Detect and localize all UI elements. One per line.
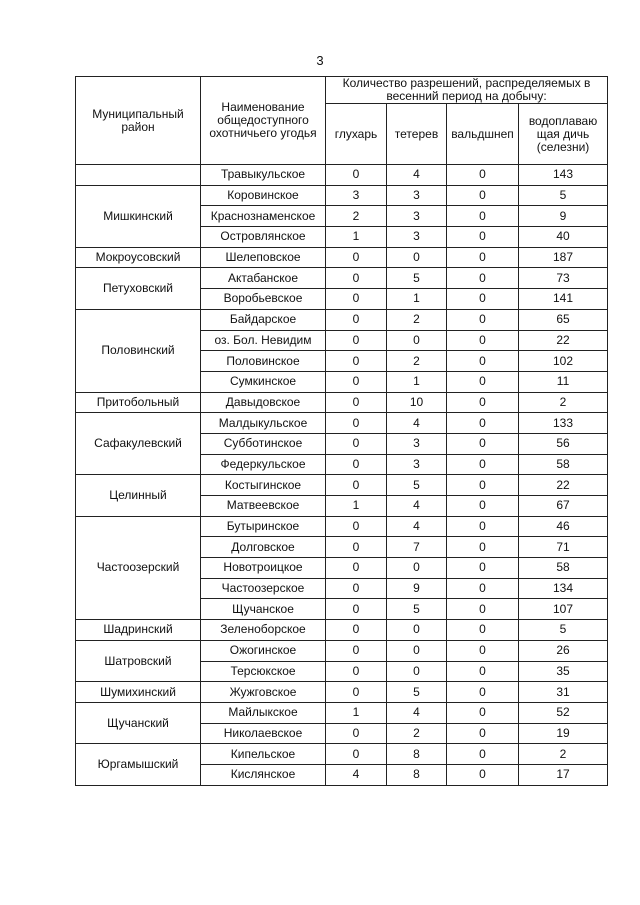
area-cell: Зеленоборское: [201, 620, 326, 641]
waterfowl-cell: 5: [519, 185, 608, 206]
black-grouse-cell: 4: [387, 496, 447, 517]
woodcock-cell: 0: [447, 558, 519, 579]
capercaillie-cell: 2: [326, 206, 387, 227]
capercaillie-cell: 0: [326, 475, 387, 496]
capercaillie-cell: 0: [326, 620, 387, 641]
district-cell: Петуховский: [76, 268, 201, 309]
table-row: [76, 620, 608, 641]
waterfowl-cell: 71: [519, 537, 608, 558]
capercaillie-cell: 0: [326, 640, 387, 661]
woodcock-cell: 0: [447, 309, 519, 330]
area-cell: Николаевское: [201, 723, 326, 744]
header-woodcock: вальдшнеп: [447, 104, 519, 165]
capercaillie-cell: 0: [326, 413, 387, 434]
header-capercaillie: глухарь: [326, 104, 387, 165]
black-grouse-cell: 1: [387, 289, 447, 310]
woodcock-cell: 0: [447, 351, 519, 372]
district-cell: Мишкинский: [76, 185, 201, 247]
area-cell: Малдыкульское: [201, 413, 326, 434]
capercaillie-cell: 0: [326, 392, 387, 413]
waterfowl-cell: 52: [519, 702, 608, 723]
district-cell: Юргамышский: [76, 744, 201, 785]
area-cell: оз. Бол. Невидим: [201, 330, 326, 351]
area-cell: Кипельское: [201, 744, 326, 765]
waterfowl-cell: 11: [519, 371, 608, 392]
waterfowl-cell: 2: [519, 744, 608, 765]
capercaillie-cell: 0: [326, 247, 387, 268]
waterfowl-cell: 40: [519, 227, 608, 248]
woodcock-cell: 0: [447, 185, 519, 206]
woodcock-cell: 0: [447, 475, 519, 496]
capercaillie-cell: 4: [326, 764, 387, 785]
area-cell: Долговское: [201, 537, 326, 558]
waterfowl-cell: 9: [519, 206, 608, 227]
district-cell: Частоозерский: [76, 516, 201, 619]
woodcock-cell: 0: [447, 764, 519, 785]
waterfowl-cell: 65: [519, 309, 608, 330]
capercaillie-cell: 0: [326, 371, 387, 392]
waterfowl-cell: 102: [519, 351, 608, 372]
woodcock-cell: 0: [447, 247, 519, 268]
area-cell: Терсюкское: [201, 661, 326, 682]
black-grouse-cell: 0: [387, 640, 447, 661]
woodcock-cell: 0: [447, 165, 519, 186]
district-cell: Мокроусовский: [76, 247, 201, 268]
header-district: Муниципальный район: [76, 77, 201, 165]
waterfowl-cell: 19: [519, 723, 608, 744]
area-cell: Матвеевское: [201, 496, 326, 517]
capercaillie-cell: 0: [326, 330, 387, 351]
table-row: [76, 640, 608, 661]
woodcock-cell: 0: [447, 496, 519, 517]
waterfowl-cell: 17: [519, 764, 608, 785]
waterfowl-cell: 187: [519, 247, 608, 268]
area-cell: Давыдовское: [201, 392, 326, 413]
black-grouse-cell: 8: [387, 744, 447, 765]
black-grouse-cell: 5: [387, 475, 447, 496]
woodcock-cell: 0: [447, 454, 519, 475]
woodcock-cell: 0: [447, 433, 519, 454]
woodcock-cell: 0: [447, 578, 519, 599]
waterfowl-cell: 67: [519, 496, 608, 517]
black-grouse-cell: 5: [387, 268, 447, 289]
area-cell: Майлыкское: [201, 702, 326, 723]
black-grouse-cell: 5: [387, 682, 447, 703]
capercaillie-cell: 0: [326, 723, 387, 744]
area-cell: Байдарское: [201, 309, 326, 330]
black-grouse-cell: 2: [387, 309, 447, 330]
black-grouse-cell: 10: [387, 392, 447, 413]
waterfowl-cell: 5: [519, 620, 608, 641]
district-cell: [76, 165, 201, 186]
waterfowl-cell: 22: [519, 475, 608, 496]
waterfowl-cell: 2: [519, 392, 608, 413]
black-grouse-cell: 9: [387, 578, 447, 599]
waterfowl-cell: 143: [519, 165, 608, 186]
waterfowl-cell: 73: [519, 268, 608, 289]
page-number: 3: [316, 53, 324, 68]
table-row: [76, 475, 608, 496]
capercaillie-cell: 0: [326, 661, 387, 682]
area-cell: Краснознаменское: [201, 206, 326, 227]
capercaillie-cell: 0: [326, 289, 387, 310]
capercaillie-cell: 0: [326, 558, 387, 579]
table-row: [76, 268, 608, 289]
capercaillie-cell: 0: [326, 516, 387, 537]
black-grouse-cell: 3: [387, 206, 447, 227]
waterfowl-cell: 133: [519, 413, 608, 434]
area-cell: Актабанское: [201, 268, 326, 289]
capercaillie-cell: 1: [326, 702, 387, 723]
table-row: [76, 165, 608, 186]
district-cell: Шумихинский: [76, 682, 201, 703]
capercaillie-cell: 0: [326, 268, 387, 289]
table-row: [76, 682, 608, 703]
woodcock-cell: 0: [447, 640, 519, 661]
area-cell: Щучанское: [201, 599, 326, 620]
waterfowl-cell: 107: [519, 599, 608, 620]
black-grouse-cell: 2: [387, 351, 447, 372]
waterfowl-cell: 56: [519, 433, 608, 454]
capercaillie-cell: 0: [326, 537, 387, 558]
woodcock-cell: 0: [447, 744, 519, 765]
area-cell: Шелеповское: [201, 247, 326, 268]
black-grouse-cell: 4: [387, 413, 447, 434]
header-area: Наименование общедоступного охотничьего угодья: [201, 77, 326, 165]
area-cell: Субботинское: [201, 433, 326, 454]
table-body: [76, 165, 608, 786]
waterfowl-cell: 26: [519, 640, 608, 661]
capercaillie-cell: 3: [326, 185, 387, 206]
area-cell: Коровинское: [201, 185, 326, 206]
woodcock-cell: 0: [447, 371, 519, 392]
area-cell: Половинское: [201, 351, 326, 372]
waterfowl-cell: 58: [519, 558, 608, 579]
woodcock-cell: 0: [447, 620, 519, 641]
black-grouse-cell: 3: [387, 227, 447, 248]
black-grouse-cell: 4: [387, 702, 447, 723]
black-grouse-cell: 2: [387, 723, 447, 744]
waterfowl-cell: 141: [519, 289, 608, 310]
woodcock-cell: 0: [447, 723, 519, 744]
capercaillie-cell: 0: [326, 351, 387, 372]
black-grouse-cell: 3: [387, 433, 447, 454]
capercaillie-cell: 0: [326, 309, 387, 330]
header-waterfowl: водоплаваю щая дичь (селезни): [519, 104, 608, 165]
area-cell: Частоозерское: [201, 578, 326, 599]
woodcock-cell: 0: [447, 413, 519, 434]
capercaillie-cell: 1: [326, 496, 387, 517]
black-grouse-cell: 3: [387, 185, 447, 206]
waterfowl-cell: 58: [519, 454, 608, 475]
district-cell: Притобольный: [76, 392, 201, 413]
capercaillie-cell: 1: [326, 227, 387, 248]
black-grouse-cell: 3: [387, 454, 447, 475]
woodcock-cell: 0: [447, 599, 519, 620]
table-row: [76, 392, 608, 413]
table-row: [76, 247, 608, 268]
area-cell: Новотроицкое: [201, 558, 326, 579]
woodcock-cell: 0: [447, 289, 519, 310]
area-cell: Федеркульское: [201, 454, 326, 475]
woodcock-cell: 0: [447, 268, 519, 289]
area-cell: Островлянское: [201, 227, 326, 248]
table-row: [76, 744, 608, 765]
black-grouse-cell: 8: [387, 764, 447, 785]
district-cell: Шадринский: [76, 620, 201, 641]
area-cell: Воробьевское: [201, 289, 326, 310]
district-cell: Шатровский: [76, 640, 201, 681]
waterfowl-cell: 35: [519, 661, 608, 682]
permits-table: [75, 76, 608, 786]
capercaillie-cell: 0: [326, 682, 387, 703]
capercaillie-cell: 0: [326, 165, 387, 186]
area-cell: Бутыринское: [201, 516, 326, 537]
waterfowl-cell: 22: [519, 330, 608, 351]
district-cell: Сафакулевский: [76, 413, 201, 475]
district-cell: Щучанский: [76, 702, 201, 743]
area-cell: Кислянское: [201, 764, 326, 785]
woodcock-cell: 0: [447, 330, 519, 351]
table-row: [76, 702, 608, 723]
district-cell: Целинный: [76, 475, 201, 516]
woodcock-cell: 0: [447, 661, 519, 682]
table-row: [76, 516, 608, 537]
black-grouse-cell: 4: [387, 165, 447, 186]
black-grouse-cell: 4: [387, 516, 447, 537]
black-grouse-cell: 0: [387, 330, 447, 351]
woodcock-cell: 0: [447, 206, 519, 227]
capercaillie-cell: 0: [326, 433, 387, 454]
area-cell: Жужговское: [201, 682, 326, 703]
black-grouse-cell: 5: [387, 599, 447, 620]
black-grouse-cell: 0: [387, 247, 447, 268]
black-grouse-cell: 7: [387, 537, 447, 558]
area-cell: Травыкульское: [201, 165, 326, 186]
table-row: [76, 185, 608, 206]
waterfowl-cell: 31: [519, 682, 608, 703]
table-row: [76, 413, 608, 434]
header-black-grouse: тетерев: [387, 104, 447, 165]
waterfowl-cell: 46: [519, 516, 608, 537]
black-grouse-cell: 1: [387, 371, 447, 392]
capercaillie-cell: 0: [326, 744, 387, 765]
capercaillie-cell: 0: [326, 578, 387, 599]
woodcock-cell: 0: [447, 682, 519, 703]
woodcock-cell: 0: [447, 537, 519, 558]
capercaillie-cell: 0: [326, 599, 387, 620]
table-row: [76, 309, 608, 330]
black-grouse-cell: 0: [387, 558, 447, 579]
waterfowl-cell: 134: [519, 578, 608, 599]
woodcock-cell: 0: [447, 702, 519, 723]
area-cell: Ожогинское: [201, 640, 326, 661]
header-permits: Количество разрешений, распределяемых в весенний период на добычу:: [326, 77, 608, 104]
black-grouse-cell: 0: [387, 620, 447, 641]
capercaillie-cell: 0: [326, 454, 387, 475]
area-cell: Костыгинское: [201, 475, 326, 496]
woodcock-cell: 0: [447, 392, 519, 413]
woodcock-cell: 0: [447, 227, 519, 248]
district-cell: Половинский: [76, 309, 201, 392]
area-cell: Сумкинское: [201, 371, 326, 392]
black-grouse-cell: 0: [387, 661, 447, 682]
woodcock-cell: 0: [447, 516, 519, 537]
